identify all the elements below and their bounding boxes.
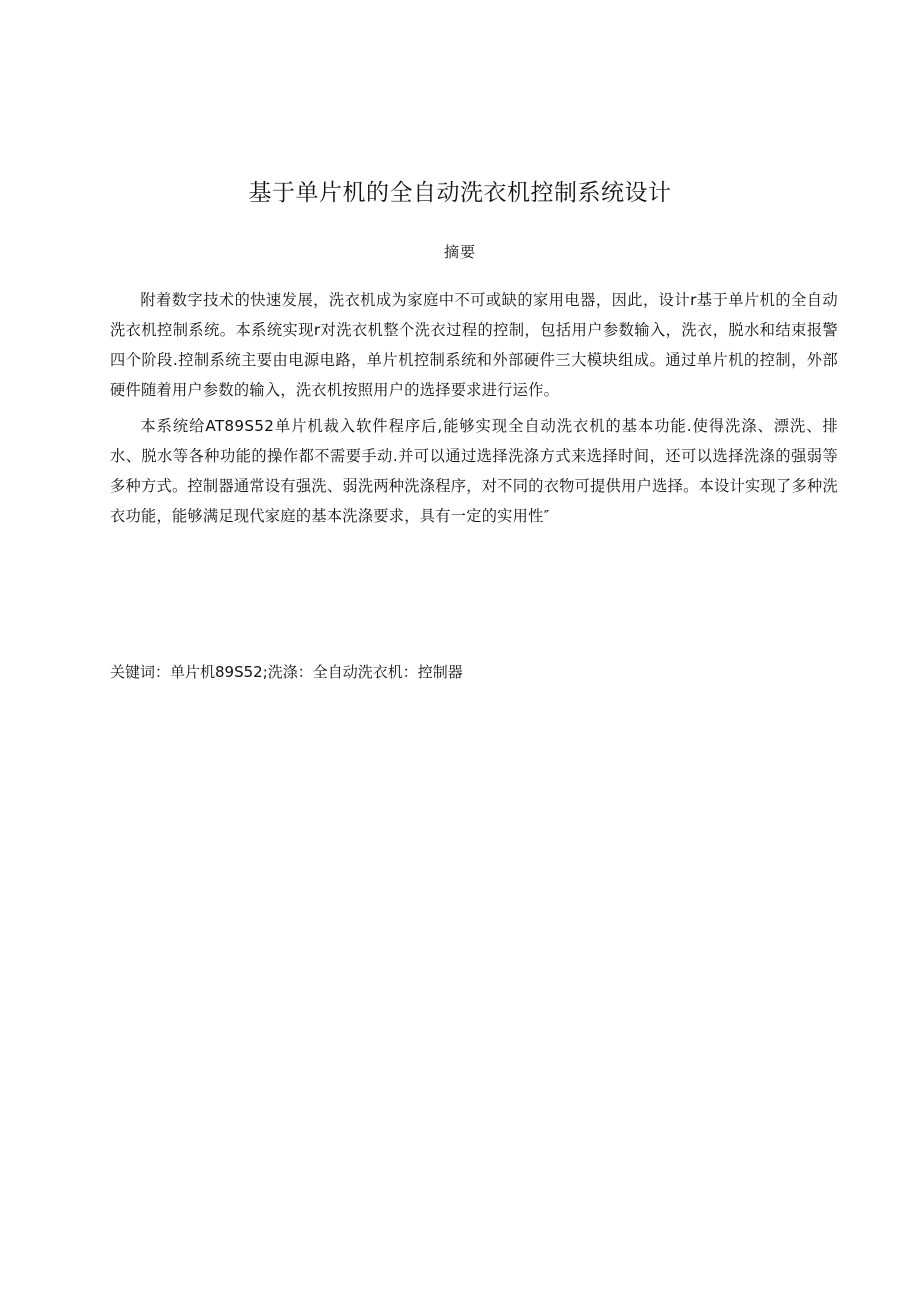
keywords-label: 关键词： — [110, 663, 171, 681]
abstract-paragraph-2: 本系统给AT89S52单片机裁入软件程序后,能够实现全自动洗衣机的基本功能.使得洗涤、漂洗、排水、脱水等各种功能的操作都不需要手动.并可以通过选择洗涤方式来选择时间，还可以选择洗涤的强弱等多种方式。控制器通常设有强洗、弱洗两种洗涤程序，对不同的衣物可提供用户选择。本设计实现了多种洗衣功能，能够满足现代家庭的基本洗涤要求，具有一定的实用性″ — [110, 417, 838, 525]
abstract-body — [110, 285, 838, 537]
abstract-heading: 摘要 — [443, 243, 476, 261]
document-title: 基于单片机的全自动洗衣机控制系统设计 — [248, 180, 672, 206]
keywords-line — [110, 658, 838, 686]
keywords-text: 单片机89S52;洗涤：全自动洗衣机：控制器 — [170, 663, 463, 681]
abstract-paragraph-1: 附着数字技术的快速发展，洗衣机成为家庭中不可或缺的家用电器，因此，设计r基于单片机的全自动洗衣机控制系统。本系统实现r对洗衣机整个洗衣过程的控制，包括用户参数输入，洗衣，脱水和结束报警四个阶段.控制系统主要由电源电路，单片机控制系统和外部硬件三大模块组成。通过单片机的控制，外部硬件随着用户参数的输入，洗衣机按照用户的选择要求进行运作。 — [110, 291, 838, 399]
